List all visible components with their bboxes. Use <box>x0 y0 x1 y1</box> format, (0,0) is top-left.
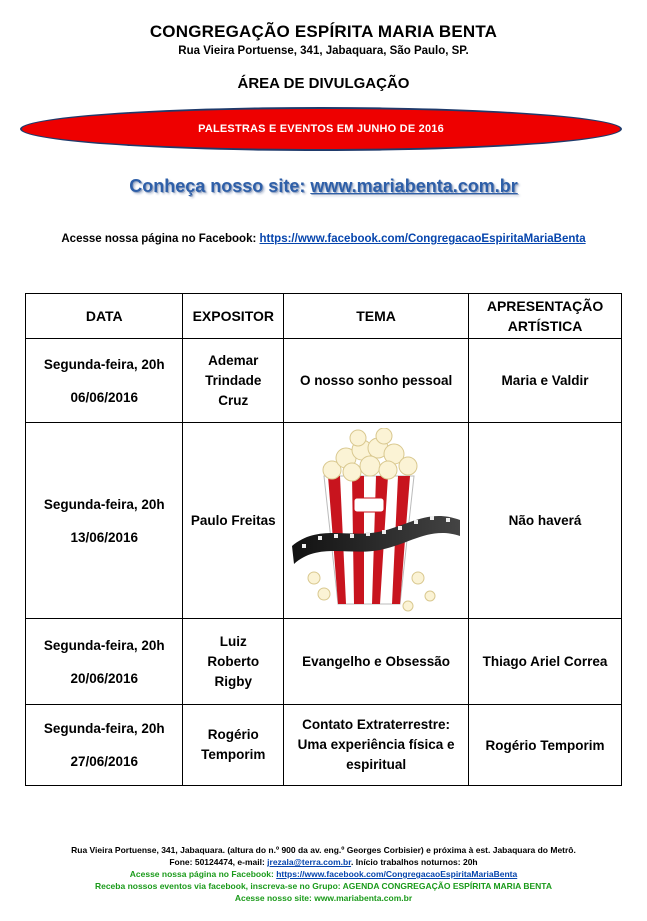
facebook-line <box>0 233 647 245</box>
theme-line: Contato Extraterrestre: <box>302 717 450 732</box>
facebook-link[interactable]: https://www.facebook.com/CongregacaoEspiritaMariaBenta <box>259 233 586 245</box>
table-header-row <box>26 294 622 339</box>
footer-facebook-prefix: Acesse nossa página no Facebook: <box>129 869 277 879</box>
header-theme: TEMA <box>284 294 469 339</box>
site-banner <box>0 176 647 197</box>
facebook-prefix: Acesse nossa página no Facebook: <box>61 233 260 245</box>
speaker-line: Roberto <box>207 653 260 669</box>
date-text: 13/06/2016 <box>70 529 139 545</box>
speaker-cell <box>183 619 284 705</box>
footer-email-link[interactable]: jrezala@terra.com.br <box>267 857 352 867</box>
art-cell: Rogério Temporim <box>469 705 622 786</box>
popcorn-film-icon <box>288 428 464 614</box>
header-art-line1: APRESENTAÇÃO <box>486 298 604 314</box>
site-prefix: Conheça nosso site: <box>129 176 311 196</box>
weekday-text: Segunda-feira, 20h <box>43 496 165 512</box>
theme-line: Uma experiência física e <box>297 737 455 752</box>
speaker-line: Ademar <box>208 352 259 368</box>
table-row <box>26 619 622 705</box>
table-row <box>26 423 622 619</box>
theme-cell <box>284 339 469 423</box>
theme-line: espiritual <box>346 757 407 772</box>
art-cell: Maria e Valdir <box>469 339 622 423</box>
speaker-line: Paulo Freitas <box>190 513 276 528</box>
table-row <box>26 339 622 423</box>
date-cell <box>26 339 183 423</box>
speaker-cell <box>183 339 284 423</box>
events-table <box>25 293 622 786</box>
footer-facebook <box>0 868 647 880</box>
date-cell <box>26 619 183 705</box>
date-cell <box>26 423 183 619</box>
header-art-line2: ARTÍSTICA <box>507 318 583 334</box>
speaker-line: Rogério <box>207 727 259 742</box>
date-text: 06/06/2016 <box>70 389 139 405</box>
footer-contact <box>0 856 647 868</box>
footer-phone: Fone: 50124474, e-mail: <box>169 857 268 867</box>
weekday-text: Segunda-feira, 20h <box>43 356 165 372</box>
theme-text: Evangelho e Obsessão <box>302 654 450 669</box>
events-banner <box>20 107 622 151</box>
area-title: ÁREA DE DIVULGAÇÃO <box>237 75 410 92</box>
weekday-text: Segunda-feira, 20h <box>43 721 165 736</box>
date-cell <box>26 705 183 786</box>
footer-facebook-link[interactable]: https://www.facebook.com/CongregacaoEspiritaMariaBenta <box>276 869 518 879</box>
events-banner-text: PALESTRAS E EVENTOS EM JUNHO DE 2016 <box>198 123 444 135</box>
art-cell: Não haverá <box>469 423 622 619</box>
speaker-line: Trindade <box>205 372 262 388</box>
footer-group: Receba nossos eventos via facebook, inscreva-se no Grupo: AGENDA CONGREGAÇÃO ESPÍRITA MARIA BENTA <box>94 881 553 891</box>
org-name: CONGREGAÇÃO ESPÍRITA MARIA BENTA <box>149 22 498 41</box>
speaker-line: Temporim <box>201 747 266 762</box>
site-link[interactable]: www.mariabenta.com.br <box>310 176 518 196</box>
theme-cell <box>284 423 469 619</box>
footer-site: Acesse nosso site: www.mariabenta.com.br <box>234 893 413 903</box>
speaker-line: Luiz <box>219 633 247 649</box>
speaker-cell <box>183 423 284 619</box>
art-cell: Thiago Ariel Correa <box>469 619 622 705</box>
date-text: 20/06/2016 <box>70 670 139 686</box>
weekday-text: Segunda-feira, 20h <box>43 637 165 653</box>
footer <box>0 844 647 904</box>
speaker-line: Cruz <box>218 392 249 408</box>
speaker-cell <box>183 705 284 786</box>
header-speaker: EXPOSITOR <box>183 294 284 339</box>
speaker-line: Rigby <box>214 673 253 689</box>
theme-cell <box>284 705 469 786</box>
footer-address: Rua Vieira Portuense, 341, Jabaquara. (altura do n.º 900 da av. eng.º Georges Corbisier) e próxima à est. Jabaquara do Metrô. <box>71 845 576 855</box>
org-address: Rua Vieira Portuense, 341, Jabaquara, São Paulo, SP. <box>178 45 469 57</box>
header-date: DATA <box>26 294 183 339</box>
table-row <box>26 705 622 786</box>
header-art <box>469 294 622 339</box>
theme-text: O nosso sonho pessoal <box>299 373 453 388</box>
footer-hours: . Início trabalhos noturnos: 20h <box>351 857 478 867</box>
theme-cell <box>284 619 469 705</box>
date-text: 27/06/2016 <box>70 754 139 769</box>
